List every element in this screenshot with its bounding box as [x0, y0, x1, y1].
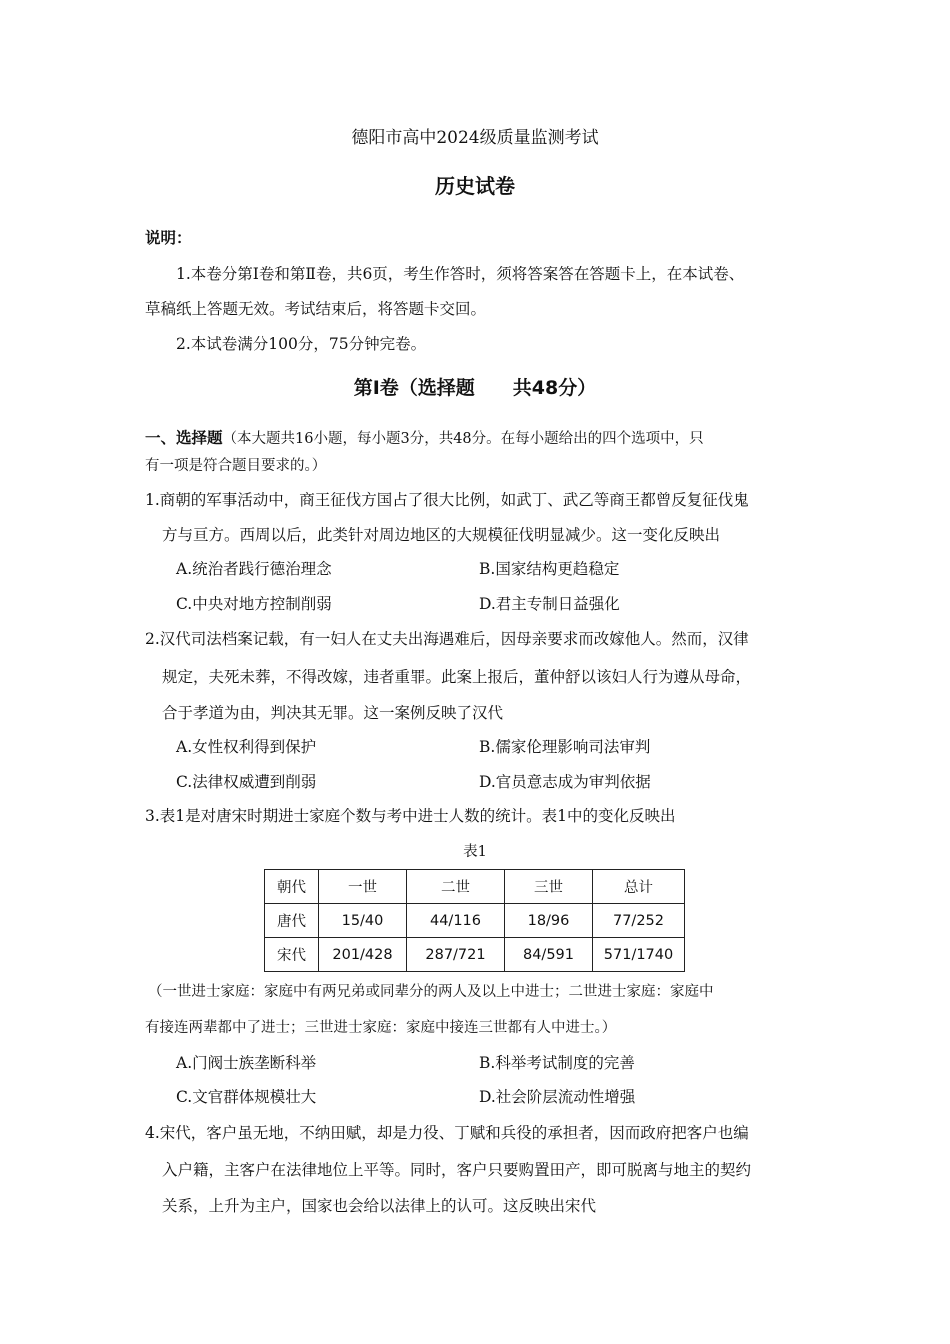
q1-option-c: C.中央对地方控制削弱 — [176, 595, 332, 613]
exam-title: 德阳市高中2024级质量监测考试 — [351, 128, 599, 148]
table-cell: 18/96 — [505, 904, 593, 938]
q3-note-line2: 有接连两辈都中了进士；三世进士家庭：家庭中接连三世都有人中进士。） — [145, 1020, 617, 1036]
q1-stem-line2: 方与亘方。西周以后，此类针对周边地区的大规模征伐明显减少。这一变化反映出 — [162, 526, 721, 544]
q3-option-a: A.门阀士族垄断科举 — [176, 1054, 317, 1072]
q3-note-line1: （一世进士家庭：家庭中有两兄弟或同辈分的两人及以上中进士；二世进士家庭：家庭中 — [148, 984, 714, 1000]
part-label: 一、选择题 — [145, 429, 223, 447]
q2-stem-line1: 2.汉代司法档案记载，有一妇人在丈夫出海遇难后，因母亲要求而改嫁他人。然而，汉律 — [145, 630, 749, 648]
table-cell: 287/721 — [407, 938, 505, 972]
subject-title: 历史试卷 — [435, 174, 515, 198]
table-row — [265, 938, 685, 972]
q2-option-a: A.女性权利得到保护 — [176, 738, 317, 756]
notes-item1-line1: 1.本卷分第Ⅰ卷和第Ⅱ卷，共6页，考生作答时，须将答案答在答题卡上，在本试卷、 — [176, 265, 745, 283]
part-desc-line2: 有一项是符合题目要求的。） — [145, 458, 327, 474]
q2-stem-line3: 合于孝道为由，判决其无罪。这一案例反映了汉代 — [162, 704, 504, 722]
table-header-cell: 一世 — [319, 870, 407, 904]
part-header — [145, 428, 704, 449]
q3-option-b: B.科举考试制度的完善 — [479, 1054, 635, 1072]
table-cell: 201/428 — [319, 938, 407, 972]
table-cell: 84/591 — [505, 938, 593, 972]
table-cell: 唐代 — [265, 904, 319, 938]
q2-option-c: C.法律权威遭到削弱 — [176, 773, 317, 791]
q2-option-d: D.官员意志成为审判依据 — [479, 773, 651, 791]
q3-option-d: D.社会阶层流动性增强 — [479, 1088, 636, 1106]
q3-option-c: C.文官群体规模壮大 — [176, 1088, 317, 1106]
q4-stem-line1: 4.宋代，客户虽无地，不纳田赋，却是力役、丁赋和兵役的承担者，因而政府把客户也编 — [145, 1124, 749, 1142]
q1-option-d: D.君主专制日益强化 — [479, 595, 620, 613]
table-header-cell: 朝代 — [265, 870, 319, 904]
table-header-cell: 三世 — [505, 870, 593, 904]
part-desc-line1: （本大题共16小题，每小题3分，共48分。在每小题给出的四个选项中，只 — [222, 431, 704, 447]
notes-label: 说明： — [145, 229, 192, 247]
table-row — [265, 904, 685, 938]
q1-option-a: A.统治者践行德治理念 — [176, 560, 332, 578]
table-caption: 表1 — [463, 844, 487, 860]
section1-title: 第Ⅰ卷（选择题 共48分） — [353, 377, 597, 399]
q4-stem-line3: 关系，上升为主户，国家也会给以法律上的认可。这反映出宋代 — [162, 1197, 597, 1215]
q2-stem-line2: 规定，夫死未葬，不得改嫁，违者重罪。此案上报后，董仲舒以该妇人行为遵从母命， — [162, 668, 752, 686]
data-table — [264, 869, 685, 972]
table-header-cell: 二世 — [407, 870, 505, 904]
notes-item2: 2.本试卷满分100分，75分钟完卷。 — [176, 335, 427, 353]
q1-stem-line1: 1.商朝的军事活动中，商王征伐方国占了很大比例，如武丁、武乙等商王都曾反复征伐鬼 — [145, 491, 749, 509]
table-cell: 15/40 — [319, 904, 407, 938]
table-header-cell: 总计 — [593, 870, 685, 904]
table-cell: 宋代 — [265, 938, 319, 972]
q4-stem-line2: 入户籍，主客户在法律地位上平等。同时，客户只要购置田产，即可脱离与地主的契约 — [162, 1161, 752, 1179]
q2-option-b: B.儒家伦理影响司法审判 — [479, 738, 651, 756]
table-cell: 44/116 — [407, 904, 505, 938]
q1-option-b: B.国家结构更趋稳定 — [479, 560, 620, 578]
table-cell: 571/1740 — [593, 938, 685, 972]
table-cell: 77/252 — [593, 904, 685, 938]
table-header-row — [265, 870, 685, 904]
q3-stem-line1: 3.表1是对唐宋时期进士家庭个数与考中进士人数的统计。表1中的变化反映出 — [145, 807, 676, 825]
notes-item1-line2: 草稿纸上答题无效。考试结束后，将答题卡交回。 — [145, 300, 487, 318]
